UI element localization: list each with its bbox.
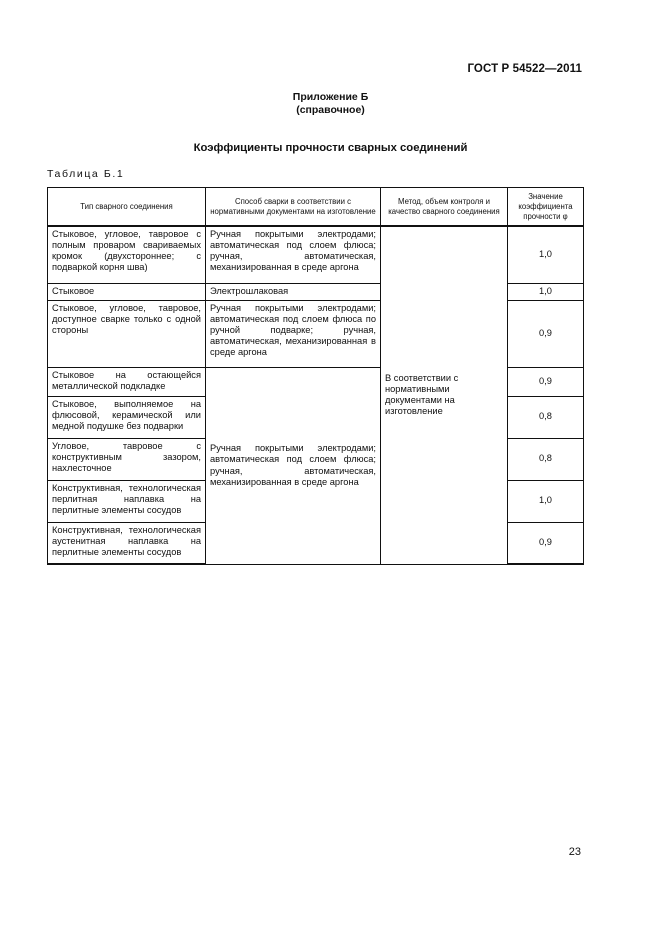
header-strength-coefficient: Значение коэффициента прочности φ bbox=[508, 188, 584, 227]
appendix-subtitle: (справочное) bbox=[296, 104, 365, 116]
coefficient-cell: 0,9 bbox=[508, 367, 584, 396]
appendix-heading bbox=[0, 91, 661, 117]
table-row bbox=[48, 226, 584, 283]
joint-type-cell: Стыковое, угловое, тавровое, доступное сварке только с одной стороны bbox=[48, 300, 206, 367]
welding-method-cell: Электрошлаковая bbox=[206, 283, 381, 300]
table-caption: Таблица Б.1 bbox=[47, 168, 125, 180]
joint-type-cell: Угловое, тавровое с конструктивным зазором, нахлесточное bbox=[48, 438, 206, 480]
weld-coefficient-table bbox=[47, 187, 584, 565]
welding-method-cell: Ручная покрытыми электродами; автоматическая под слоем флюса по ручной подварке; ручная, автоматическая, механизированная в среде аргона bbox=[206, 300, 381, 367]
page-number: 23 bbox=[568, 846, 581, 858]
coefficient-cell: 0,8 bbox=[508, 396, 584, 438]
coefficient-cell: 0,8 bbox=[508, 438, 584, 480]
joint-type-cell: Стыковое bbox=[48, 283, 206, 300]
joint-type-cell: Стыковое, выполняемое на флюсовой, керамической или медной подушке без подварки bbox=[48, 396, 206, 438]
joint-type-cell: Стыковое, угловое, тавровое с полным проваром свариваемых кромок (двухстороннее; с подваркой корня шва) bbox=[48, 226, 206, 283]
joint-type-cell: Конструктивная, технологическая аустенитная наплавка на перлитные элементы сосудов bbox=[48, 522, 206, 564]
document-code: ГОСТ Р 54522—2011 bbox=[467, 63, 582, 75]
coefficient-cell: 0,9 bbox=[508, 522, 584, 564]
header-welding-method: Способ сварки в соответствии с нормативными документами на изготовление bbox=[206, 188, 381, 227]
joint-type-cell: Стыковое на остающейся металлической подкладке bbox=[48, 367, 206, 396]
coefficient-cell: 0,9 bbox=[508, 300, 584, 367]
inspection-method-cell: В соответствии с нормативными документами на изготовление bbox=[381, 226, 508, 564]
welding-method-cell: Ручная покрытыми электродами; автоматическая под слоем флюса; ручная, автоматическая, механизированная в среде аргона bbox=[206, 226, 381, 283]
page-title: Коэффициенты прочности сварных соединений bbox=[193, 142, 468, 154]
coefficient-cell: 1,0 bbox=[508, 283, 584, 300]
coefficient-cell: 1,0 bbox=[508, 480, 584, 522]
header-inspection-method: Метод, объем контроля и качество сварного соединения bbox=[381, 188, 508, 227]
coefficient-cell: 1,0 bbox=[508, 226, 584, 283]
appendix-title: Приложение Б bbox=[292, 91, 369, 103]
shared-welding-method-cell: Ручная покрытыми электродами; автоматическая под слоем флюса; ручная, автоматическая, механизированная в среде аргона bbox=[206, 367, 381, 564]
header-joint-type: Тип сварного соединения bbox=[48, 188, 206, 227]
joint-type-cell: Конструктивная, технологическая перлитная наплавка на перлитные элементы сосудов bbox=[48, 480, 206, 522]
table-header-row bbox=[48, 188, 584, 227]
